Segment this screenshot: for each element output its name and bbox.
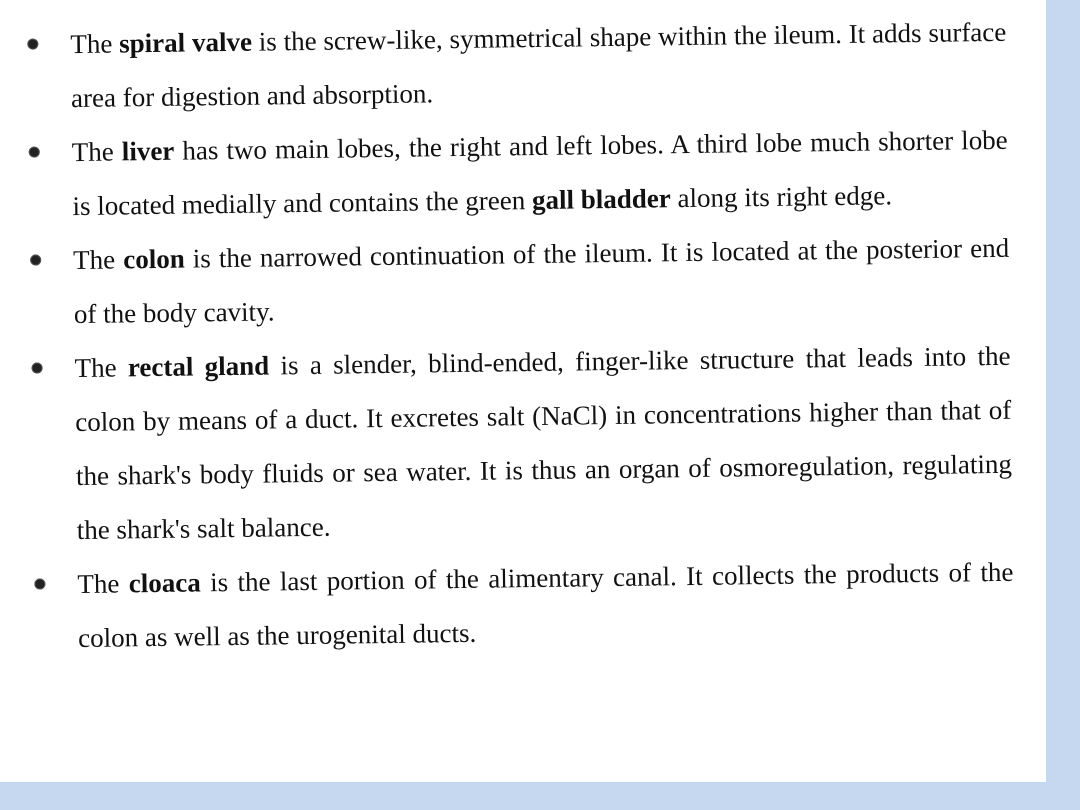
item-text-post: is the narrowed continuation of the ileum. It is located at the posterior end of the body cavity. — [73, 232, 1010, 330]
item-text-pre: The — [72, 244, 124, 276]
bullet-icon — [29, 146, 40, 157]
list-item-liver — [1, 112, 1048, 234]
bullet-icon — [30, 254, 41, 265]
item-text-pre: The — [70, 28, 120, 60]
list-item-cloaca — [7, 544, 1054, 666]
item-text-post: is a slender, blind-ended, finger-like structure that leads into the colon by means of a duct. It excretes salt (NaCl) in concentrations higher than that of the shark's body fluids or sea water. It is thus an organ of osmoregulation, regulating the shark's salt balance. — [75, 340, 1013, 546]
bullet-icon — [32, 362, 43, 373]
item-term: rectal gland — [127, 350, 270, 383]
list-item-rectal-gland — [4, 328, 1053, 558]
list-item-colon — [3, 220, 1050, 342]
item-text-pre: The — [77, 568, 129, 600]
bullet-icon — [27, 39, 38, 50]
item-term: liver — [121, 135, 175, 167]
item-text-post: is the screw-like, symmetrical shape within the ileum. It adds surface area for digestion and absorption. — [70, 16, 1007, 114]
bullet-list — [0, 4, 1054, 666]
item-term: cloaca — [128, 567, 201, 599]
item-text-mid: has two main lobes, the right and left lobes. A third lobe much shorter lobe is located medially and contains the green — [72, 124, 1008, 222]
bullet-icon — [34, 578, 45, 589]
item-text-pre: The — [71, 136, 123, 168]
item-text-pre: The — [74, 352, 129, 384]
list-item-spiral-valve — [0, 4, 1047, 126]
item-text-post: is the last portion of the alimentary canal. It collects the products of the colon as well as the urogenital ducts. — [77, 556, 1014, 654]
item-term: spiral valve — [118, 26, 253, 59]
item-text-post: along its right edge. — [670, 180, 893, 214]
item-term-secondary: gall bladder — [531, 183, 671, 216]
item-term: colon — [123, 243, 185, 275]
